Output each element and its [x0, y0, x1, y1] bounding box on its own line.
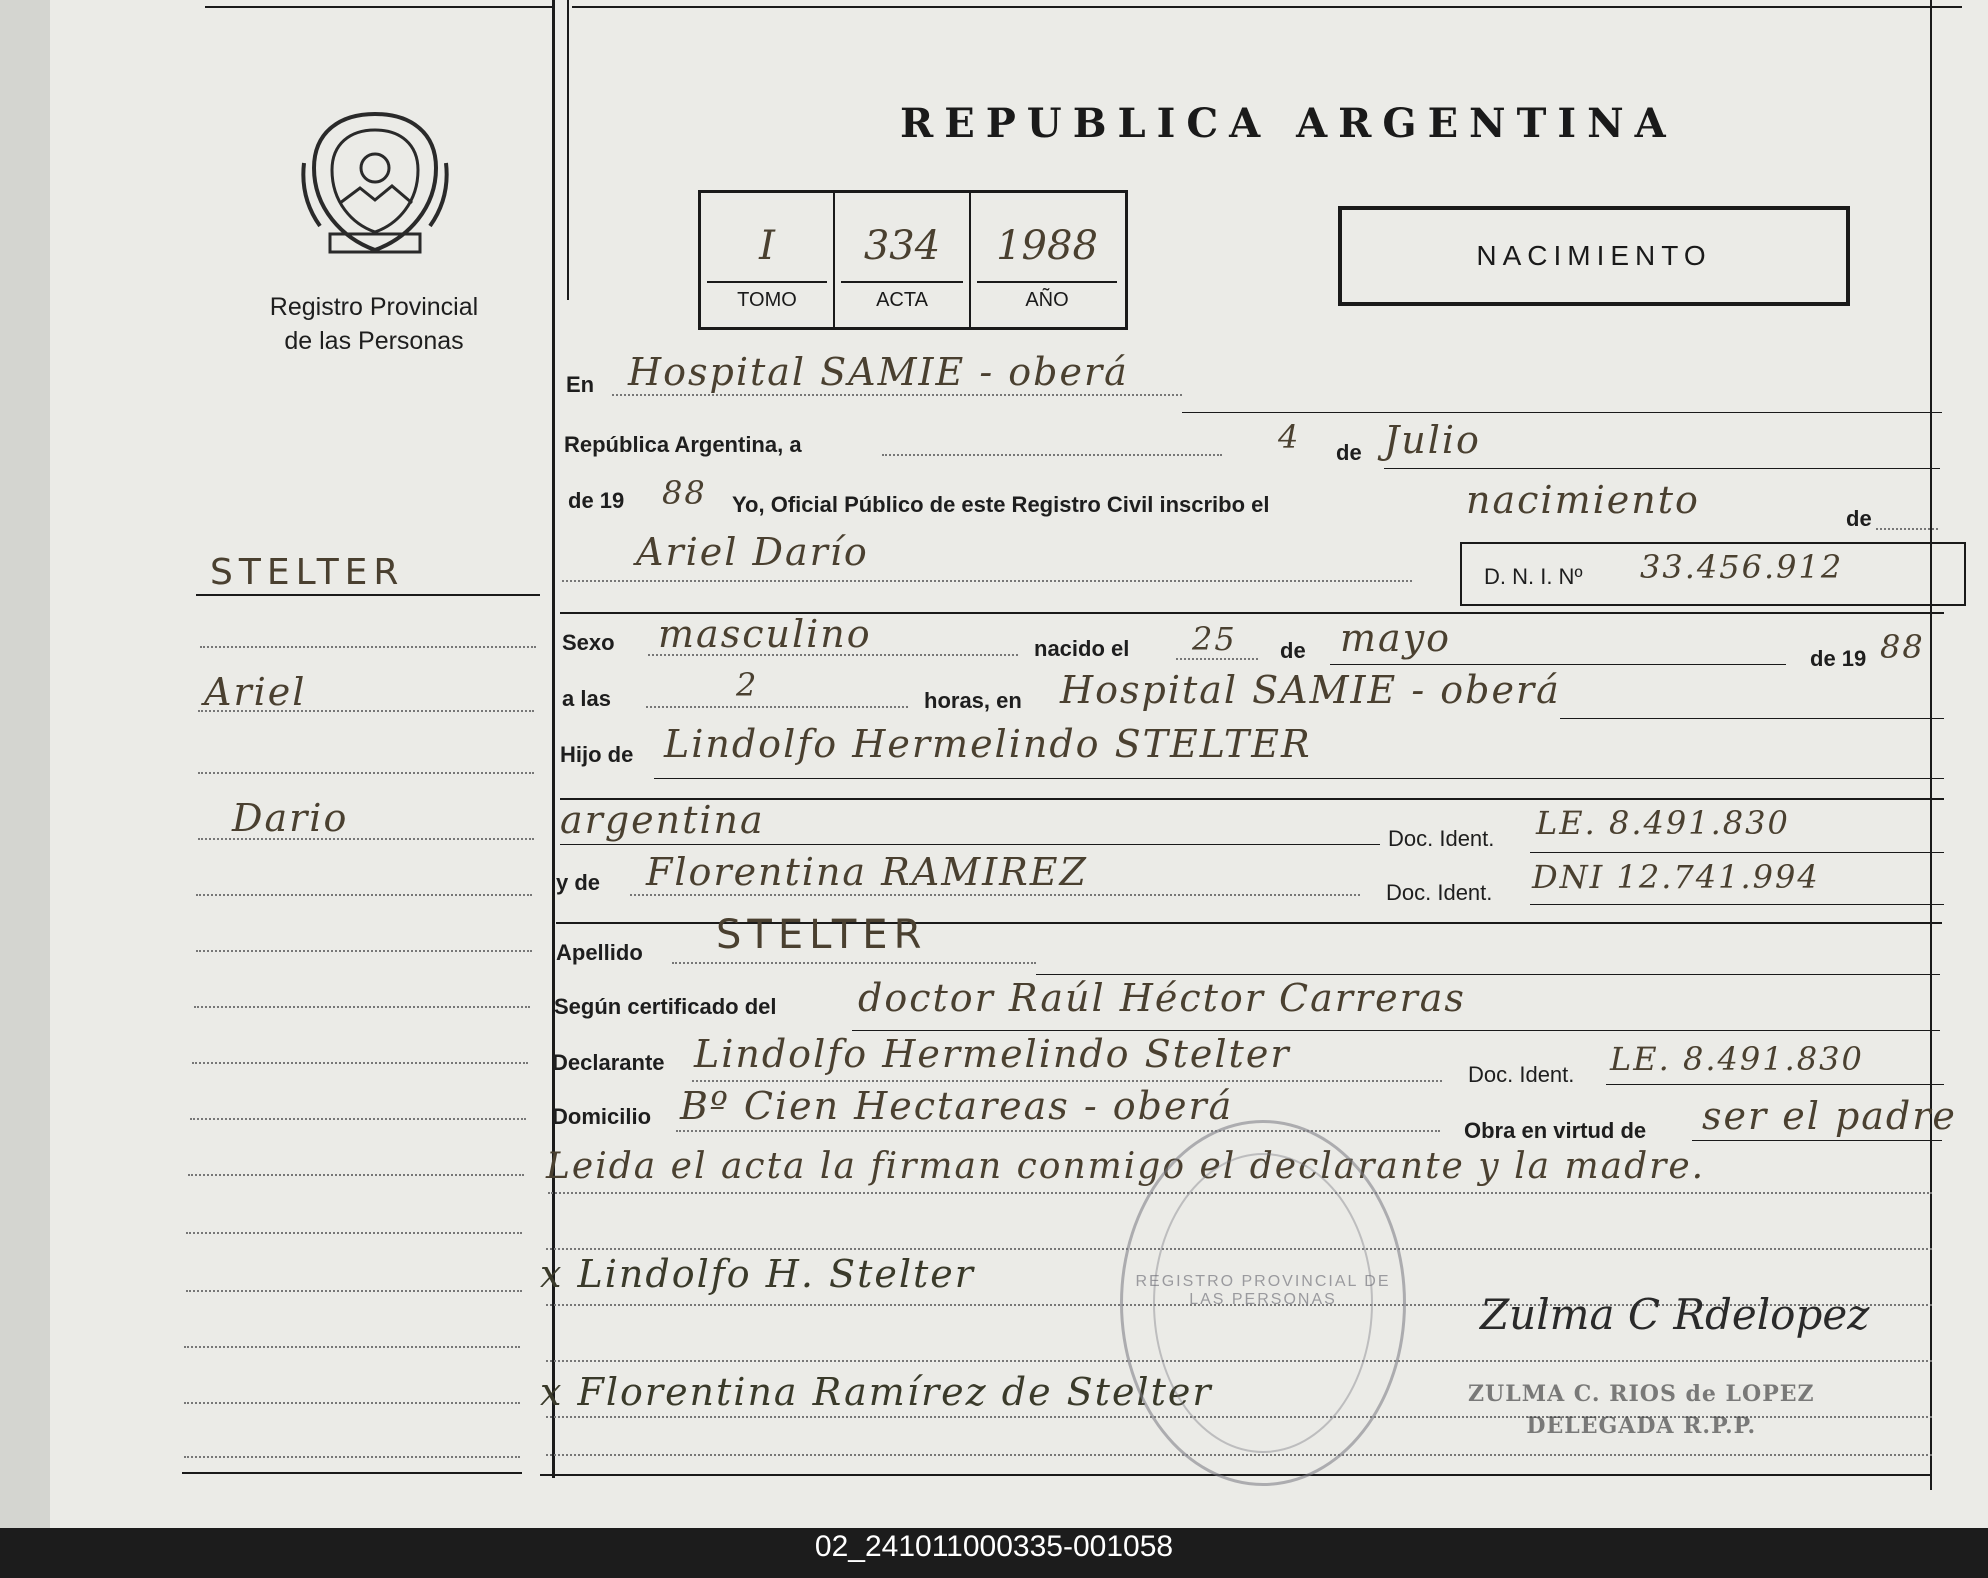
act-trailing-dots: [1876, 528, 1938, 530]
page-title: REPUBLICA ARGENTINA: [900, 100, 1677, 147]
apellido-dots: [672, 962, 1036, 964]
registry-line-2: de las Personas: [284, 327, 464, 355]
top-rule-right: [572, 6, 1962, 8]
mother-doc-value: DNI 12.741.994: [1532, 858, 1820, 896]
margin-dots-15: [184, 1456, 520, 1458]
apellido-label: Apellido: [556, 940, 643, 965]
hour-value: 2: [736, 666, 759, 704]
sexo-dots: [648, 654, 1018, 656]
mother-doc-label: Doc. Ident.: [1386, 880, 1493, 905]
mother-dots: [630, 894, 1360, 896]
en-rule: [1182, 412, 1942, 413]
document-type-box: [1338, 206, 1850, 306]
anio-label: AÑO: [1025, 289, 1069, 311]
domicilio-value: Bº Cien Hectareas - oberá: [680, 1084, 1234, 1128]
registry-name: [224, 290, 524, 358]
father-nationality-value: argentina: [560, 798, 765, 842]
margin-dots-13: [184, 1346, 520, 1348]
domicilio-dots: [676, 1130, 1440, 1132]
year-suffix-value: 88: [662, 474, 707, 512]
hour-dots: [646, 706, 908, 708]
birth-day-dots: [1176, 658, 1258, 660]
anio-separator: [977, 281, 1117, 283]
margin-dots-6: [196, 950, 532, 952]
provincial-seal-icon: [300, 108, 450, 258]
en-label: En: [566, 372, 595, 397]
declarante-value: Lindolfo Hermelindo Stelter: [694, 1032, 1291, 1076]
a-las-label: a las: [562, 686, 611, 711]
acta-label: ACTA: [876, 289, 928, 311]
tomo-label: TOMO: [737, 289, 797, 311]
margin-dots-11: [186, 1232, 522, 1234]
margin-dots-10: [188, 1174, 524, 1176]
form-divider: [567, 0, 569, 300]
nationality-rule: [560, 844, 1380, 845]
father-signature: x Lindolfo H. Stelter: [540, 1252, 975, 1296]
official-stamp: [1120, 1120, 1406, 1486]
y-de-label: y de: [556, 870, 601, 895]
month-value: Julio: [1384, 418, 1481, 462]
name-dots: [562, 580, 1412, 582]
en-value: Hospital SAMIE - oberá: [628, 350, 1129, 394]
mother-signature: x Florentina Ramírez de Stelter: [540, 1370, 1213, 1414]
republica-dots: [882, 454, 1222, 456]
declarante-label: Declarante: [552, 1050, 665, 1075]
birth-de-label: de: [1280, 638, 1306, 663]
dni-box: [1460, 542, 1966, 606]
official-signature: Zulma C Rdelopez: [1480, 1290, 1870, 1339]
apellido-value: STELTER: [716, 912, 928, 958]
tomo-value: I: [759, 223, 775, 269]
certificate-rule: [852, 1030, 1940, 1031]
margin-dots-14: [184, 1402, 520, 1404]
republica-label: República Argentina, a: [564, 432, 802, 457]
hijo-label: Hijo de: [560, 742, 634, 767]
act-type-value: nacimiento: [1466, 478, 1700, 522]
oficial-statement: Yo, Oficial Público de este Registro Civil inscribo el: [732, 492, 1270, 517]
official-title: DELEGADA R.P.P.: [1526, 1413, 1757, 1439]
father-value: Lindolfo Hermelindo STELTER: [664, 722, 1312, 766]
obra-value: ser el padre: [1702, 1094, 1957, 1138]
margin-dots-5: [196, 894, 532, 896]
document-type-label: NACIMIENTO: [1476, 240, 1712, 271]
father-doc-rule: [1530, 852, 1944, 853]
margin-dots-3: [198, 772, 534, 774]
record-number-box: [698, 190, 1128, 330]
stamp-text: REGISTRO PROVINCIAL DE LAS PERSONAS: [1135, 1273, 1391, 1308]
birth-year-label: de 19: [1810, 646, 1867, 671]
dni-label: D. N. I. Nº: [1484, 564, 1583, 589]
declarante-dots: [692, 1080, 1442, 1082]
acta-separator: [841, 281, 963, 283]
nacido-label: nacido el: [1034, 636, 1130, 661]
apellido-rule: [1036, 974, 1940, 975]
birth-place-rule: [1560, 718, 1944, 719]
birth-place-value: Hospital SAMIE - oberá: [1060, 668, 1561, 712]
certificate-value: doctor Raúl Héctor Carreras: [858, 976, 1466, 1020]
name-value: Ariel Darío: [636, 530, 869, 574]
birth-month-value: mayo: [1340, 616, 1452, 660]
margin-dots-8: [192, 1062, 528, 1064]
tomo-separator: [707, 281, 827, 283]
margin-dots-1: [200, 646, 536, 648]
margin-surname: STELTER: [210, 552, 405, 593]
month-rule: [1384, 468, 1940, 469]
birth-month-rule: [1330, 664, 1786, 665]
domicilio-label: Domicilio: [552, 1104, 652, 1129]
dni-value: 33.456.912: [1640, 548, 1844, 586]
image-caption: 02_241011000335-001058: [814, 1530, 1174, 1563]
year-prefix-label: de 19: [568, 488, 625, 513]
mother-value: Florentina RAMIREZ: [646, 850, 1088, 894]
en-dots: [612, 394, 1182, 396]
father-doc-label: Doc. Ident.: [1388, 826, 1495, 851]
acta-value: 334: [863, 223, 941, 269]
day-de-label: de: [1336, 440, 1362, 465]
act-de-label: de: [1846, 506, 1872, 531]
declarante-doc-rule: [1606, 1084, 1944, 1085]
leida-text: Leida el acta la firman conmigo el declarante y la madre.: [546, 1146, 1706, 1187]
acta-cell: [835, 193, 971, 327]
margin-first-name: Ariel: [204, 670, 307, 714]
obra-rule: [1692, 1140, 1942, 1141]
day-value: 4: [1278, 418, 1301, 456]
official-stamp-text: [1468, 1378, 1815, 1442]
declarante-doc-value: LE. 8.491.830: [1610, 1040, 1864, 1078]
father-doc-value: LE. 8.491.830: [1536, 804, 1790, 842]
obra-label: Obra en virtud de: [1464, 1118, 1647, 1143]
margin-dots-7: [194, 1006, 530, 1008]
birth-year-value: 88: [1880, 628, 1925, 666]
declarante-doc-label: Doc. Ident.: [1468, 1062, 1575, 1087]
father-rule: [654, 778, 1944, 779]
tomo-cell: [701, 193, 835, 327]
bottom-rule-left: [182, 1472, 522, 1474]
section-rule-2: [560, 798, 1944, 800]
sexo-value: masculino: [658, 612, 872, 656]
official-name: ZULMA C. RIOS de LOPEZ: [1468, 1381, 1815, 1407]
horas-label: horas, en: [924, 688, 1022, 713]
margin-second-name: Dario: [232, 796, 349, 840]
anio-value: 1988: [996, 223, 1098, 269]
registry-line-1: Registro Provincial: [269, 293, 479, 321]
margin-dots-12: [186, 1290, 522, 1292]
margin-dots-2: [198, 710, 534, 712]
anio-cell: [971, 193, 1123, 327]
margin-dots-9: [190, 1118, 526, 1120]
right-border: [1930, 0, 1932, 1490]
top-rule-left: [205, 6, 553, 8]
segun-label: Según certificado del: [554, 994, 777, 1019]
margin-surname-rule: [196, 594, 540, 596]
margin-dots-4: [198, 838, 534, 840]
mother-doc-rule: [1530, 904, 1944, 905]
sexo-label: Sexo: [562, 630, 615, 655]
birth-day-value: 25: [1192, 620, 1237, 658]
